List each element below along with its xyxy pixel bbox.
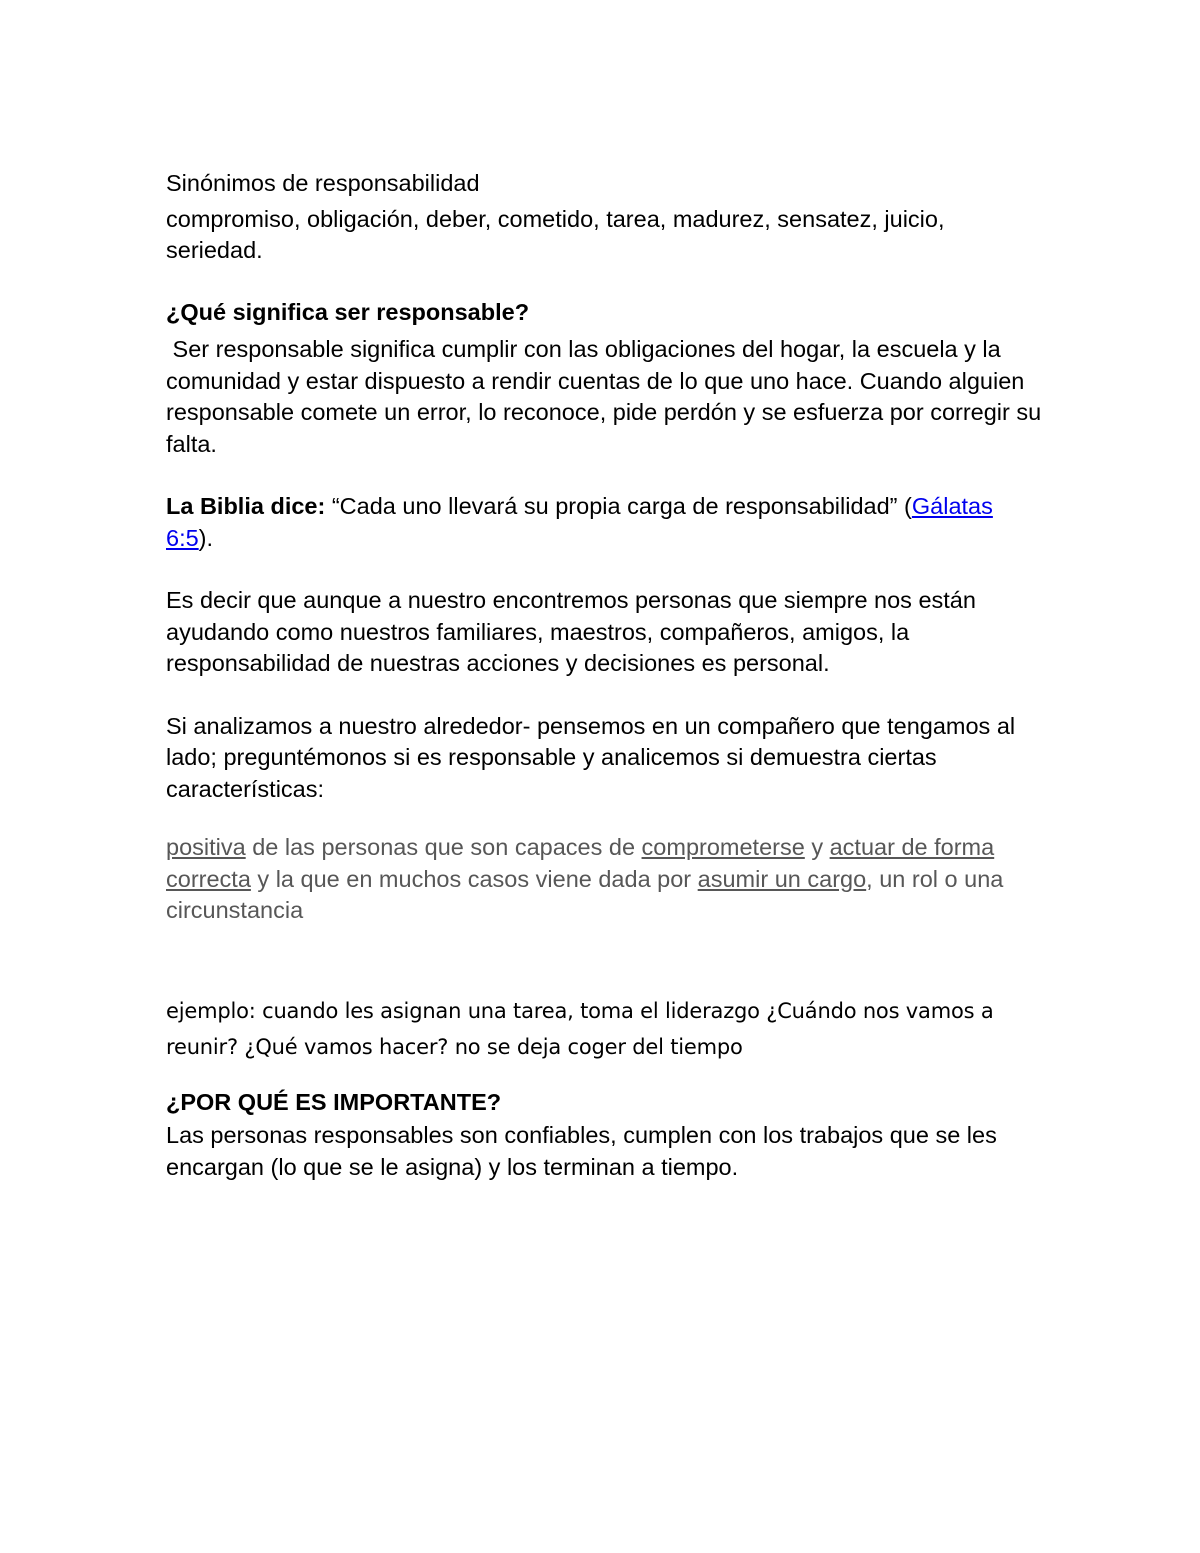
bible-label: La Biblia dice: <box>166 493 326 519</box>
bible-quote-paragraph <box>166 491 1046 554</box>
analyze-paragraph: Si analizamos a nuestro alrededor- pensemos en un compañero que tengamos al lado; preguntémonos si es responsable y analicemos si demuestra ciertas características: <box>166 712 1016 802</box>
definition-text-3: y la que en muchos casos viene dada por <box>250 865 698 892</box>
personal-responsibility-paragraph: Es decir que aunque a nuestro encontremos personas que siempre nos están ayudando como nuestros familiares, maestros, compañeros, amigos, la responsabilidad de nuestras acciones y decisiones es personal. <box>166 587 976 676</box>
definition-text-4: , un rol o una circunstancia <box>166 865 1004 923</box>
meaning-paragraph: Ser responsable significa cumplir con las obligaciones del hogar, la escuela y la comunidad y estar dispuesto a rendir cuentas de lo que uno hace. Cuando alguien responsable comete un error, lo reconoce, pide perdón y se esfuerza por corregir su falta. <box>166 336 1048 457</box>
definition-text-1: de las personas que son capaces de <box>245 834 642 860</box>
bible-quote-end: ). <box>198 524 214 551</box>
link-asumir-un-cargo[interactable]: asumir un cargo <box>697 865 867 892</box>
definition-paragraph <box>166 832 1046 927</box>
document-body <box>166 168 1046 1183</box>
example-paragraph: ejemplo: cuando les asignan una tarea, toma el liderazgo ¿Cuándo nos vamos a reunir? ¿Qué vamos hacer? no se deja coger del tiempo <box>166 998 994 1059</box>
link-positiva[interactable]: positiva <box>166 834 246 860</box>
bible-reference-link[interactable]: Gálatas 6:5 <box>166 493 993 551</box>
meaning-heading: ¿Qué significa ser responsable? <box>166 298 530 325</box>
importance-paragraph: Las personas responsables son confiables, cumplen con los trabajos que se les encargan (lo que se le asigna) y los terminan a tiempo. <box>166 1122 997 1180</box>
synonyms-list: compromiso, obligación, deber, cometido, tarea, madurez, sensatez, juicio, seriedad. <box>166 205 945 263</box>
link-actuar-de-forma-correcta[interactable]: actuar de forma correcta <box>166 834 995 892</box>
definition-text-2: y <box>804 834 830 860</box>
bible-quote: “Cada uno llevará su propia carga de responsabilidad” ( <box>325 493 912 519</box>
importance-heading: ¿POR QUÉ ES IMPORTANTE? <box>166 1088 502 1115</box>
link-comprometerse[interactable]: comprometerse <box>641 834 805 860</box>
synonyms-title: Sinónimos de responsabilidad <box>166 170 480 196</box>
